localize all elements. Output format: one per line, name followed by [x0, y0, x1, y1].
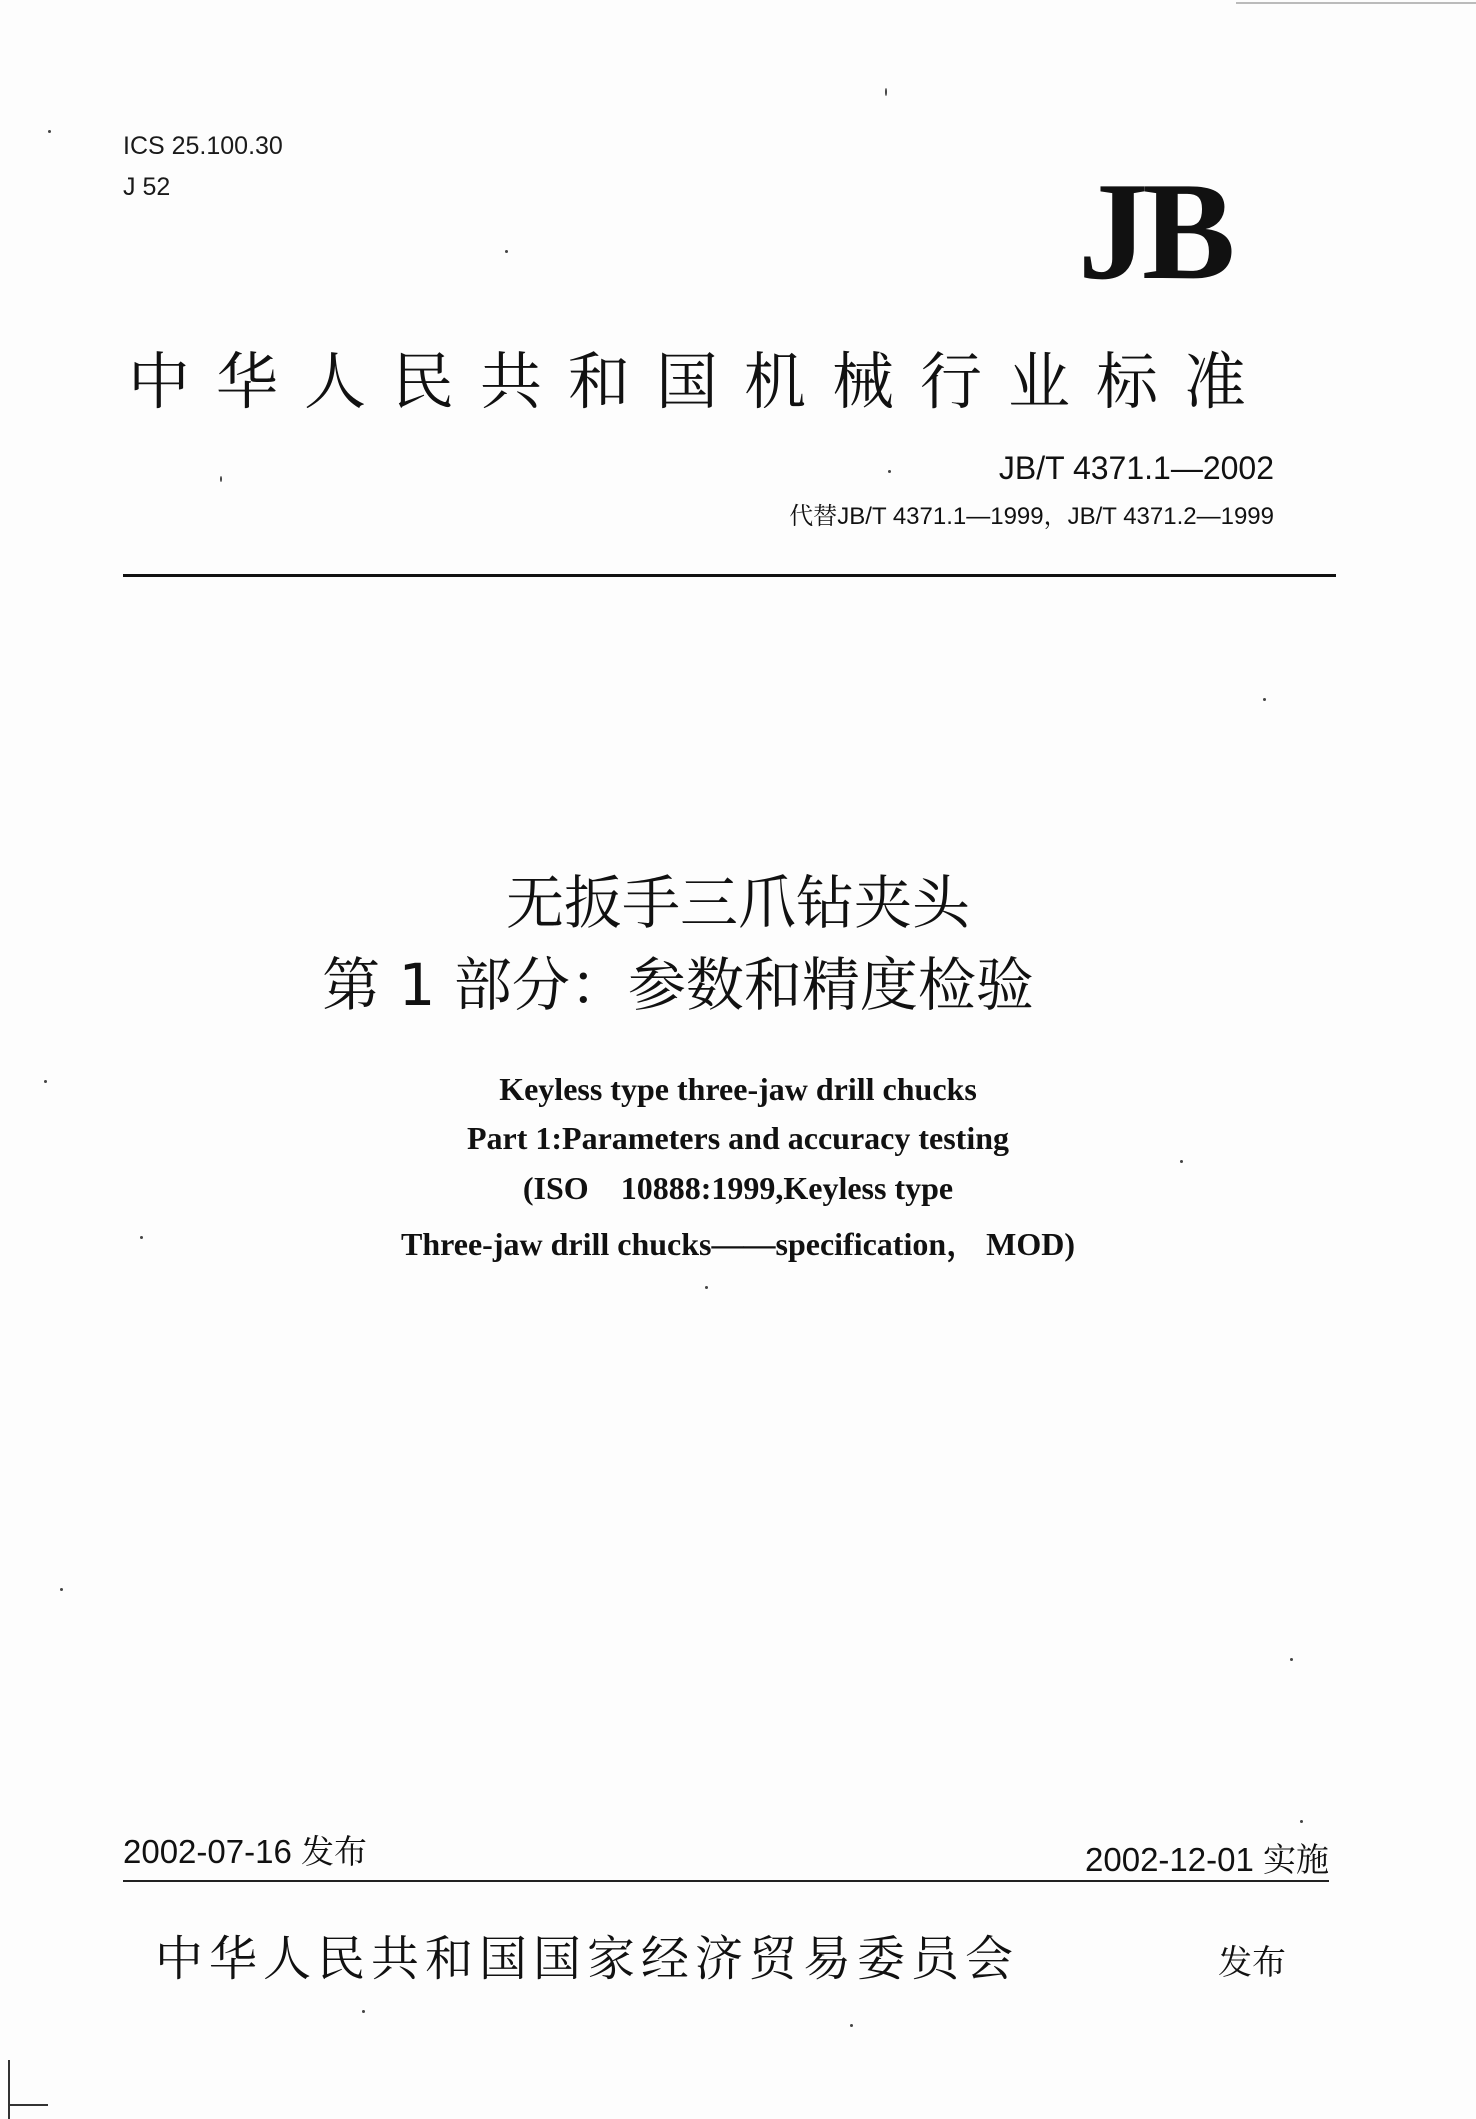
- scan-speck: [1300, 1820, 1303, 1823]
- title-en-line4: Three-jaw drill chucks——specification， MOD): [400, 1226, 1076, 1262]
- scan-speck: [362, 2010, 365, 2013]
- implementation-date: 2002-12-01 实施: [1085, 1841, 1329, 1878]
- footer-divider: [123, 1880, 1329, 1882]
- title-cn-line2: 第 1 部分：参数和精度检验: [322, 951, 1034, 1019]
- title-en-line1: Keyless type three-jaw drill chucks: [499, 1071, 977, 1107]
- scan-speck: [48, 130, 51, 133]
- scan-speck: [140, 1236, 143, 1239]
- replaces-note: 代替JB/T 4371.1—1999，JB/T 4371.2—1999: [789, 503, 1274, 530]
- title-en-line3: (ISO 10888:1999,Keyless type: [522, 1170, 954, 1206]
- scan-speck: [60, 1588, 63, 1591]
- scan-speck: [1290, 1658, 1293, 1661]
- issue-date: 2002-07-16 发布: [123, 1833, 367, 1870]
- standard-number: JB/T 4371.1—2002: [998, 450, 1274, 486]
- issuing-authority: 中华人民共和国国家经济贸易委员会: [155, 1931, 1020, 1987]
- scan-speck: [220, 476, 222, 482]
- header-divider: [123, 574, 1336, 577]
- scan-speck: [888, 470, 891, 473]
- scan-speck: [44, 1080, 47, 1083]
- scan-speck: [850, 2024, 853, 2027]
- scan-speck: [885, 88, 887, 96]
- scan-speck: [505, 250, 508, 253]
- scan-speck: [705, 1286, 708, 1289]
- scan-speck: [1180, 1160, 1183, 1163]
- title-cn-line1: 无扳手三爪钻夹头: [505, 869, 970, 937]
- scan-edge-line: [8, 2104, 48, 2106]
- scan-edge-line: [1236, 2, 1476, 4]
- scan-edge-line: [8, 2060, 10, 2119]
- title-en-line2: Part 1:Parameters and accuracy testing: [466, 1120, 1010, 1156]
- scan-speck: [1263, 698, 1266, 701]
- jb-logo: JB: [1078, 154, 1230, 309]
- issuer-suffix: 发布: [1218, 1943, 1286, 1983]
- classification-code: J 52: [123, 173, 171, 201]
- ics-code: ICS 25.100.30: [123, 132, 283, 160]
- standard-category-title: 中华人民共和国机械行业标准: [128, 345, 1273, 418]
